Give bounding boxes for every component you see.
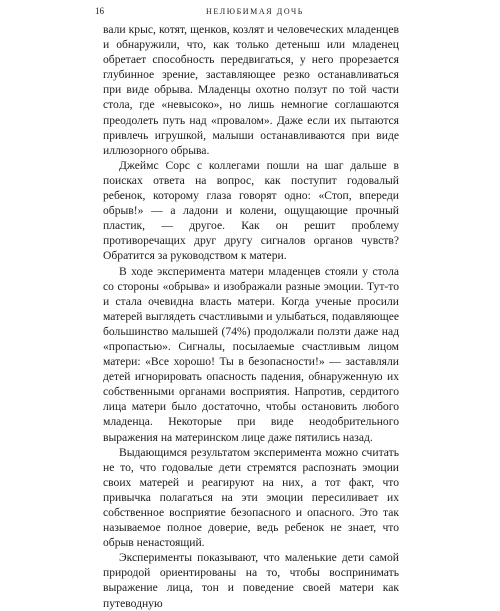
paragraph: Выдающимся результатом эксперимента можно считать не то, что годовалые дети стремятся распознать эмоции своих матерей и реагируют на них, а тот факт, что привычка полагаться на эти эмоции пересиливает их собственное восприятие безопасного и опасного. Это так называемое полное доверие, ведь ребенок не знает, что обрыв ненастоящий.: [103, 445, 399, 550]
running-title: НЕЛЮБИМАЯ ДОЧЬ: [205, 7, 305, 16]
paragraph: вали крыс, котят, щенков, козлят и человеческих младенцев и обнаружили, что, как только детеныш или младенец обретает способность передвигаться, у него прорезается глубинное зрение, заставляющее резко останавливаться при виде обрыва. Младенцы охотно ползут по той части стола, где «невысоко», но лишь немногие соглашаются преодолеть путь над «провалом». Даже если их пытаются привлечь игрушкой, малыши останавливаются при виде иллюзорного обрыва.: [103, 23, 399, 157]
paragraph: Джеймс Сорс с коллегами пошли на шаг дальше в поисках ответа на вопрос, как поступит годовалый ребенок, которому глаза говорят одно: «Стоп, впереди обрыв!» — а ладони и колени, ощущающие прочный пластик, — другое. Как он решит проблему противоречащих друг другу сигналов органов чувств? Обратится за руководством к матери.: [103, 158, 399, 263]
paragraph: В ходе эксперимента матери младенцев стояли у стола со стороны «обрыва» и изображали разные эмоции. Тут-то и стала очевидна власть матери. Когда ученые просили матерей выглядеть счастливыми и улыбаться, подавляющее большинство малышей (74%) продолжали ползти даже над «пропастью». Сигналы, посылаемые счастливым лицом матери: «Все хорошо! Ты в безопасности!» — заставляли детей игнорировать опасность падения, обнаруженную их собственными органами восприятия. Напротив, сердитого лица матери было достаточно, чтобы остановить любого младенца. Некоторые при виде неодобрительного выражения на материнском лице даже пятились назад.: [103, 264, 399, 444]
page-number: 16: [95, 6, 104, 16]
page-header: [95, 6, 415, 18]
body-text: [103, 22, 399, 611]
paragraph: Эксперименты показывают, что маленькие дети самой природой ориентированы на то, чтобы воспринимать выражение лица, тон и поведение своей матери как путеводную: [103, 551, 399, 610]
